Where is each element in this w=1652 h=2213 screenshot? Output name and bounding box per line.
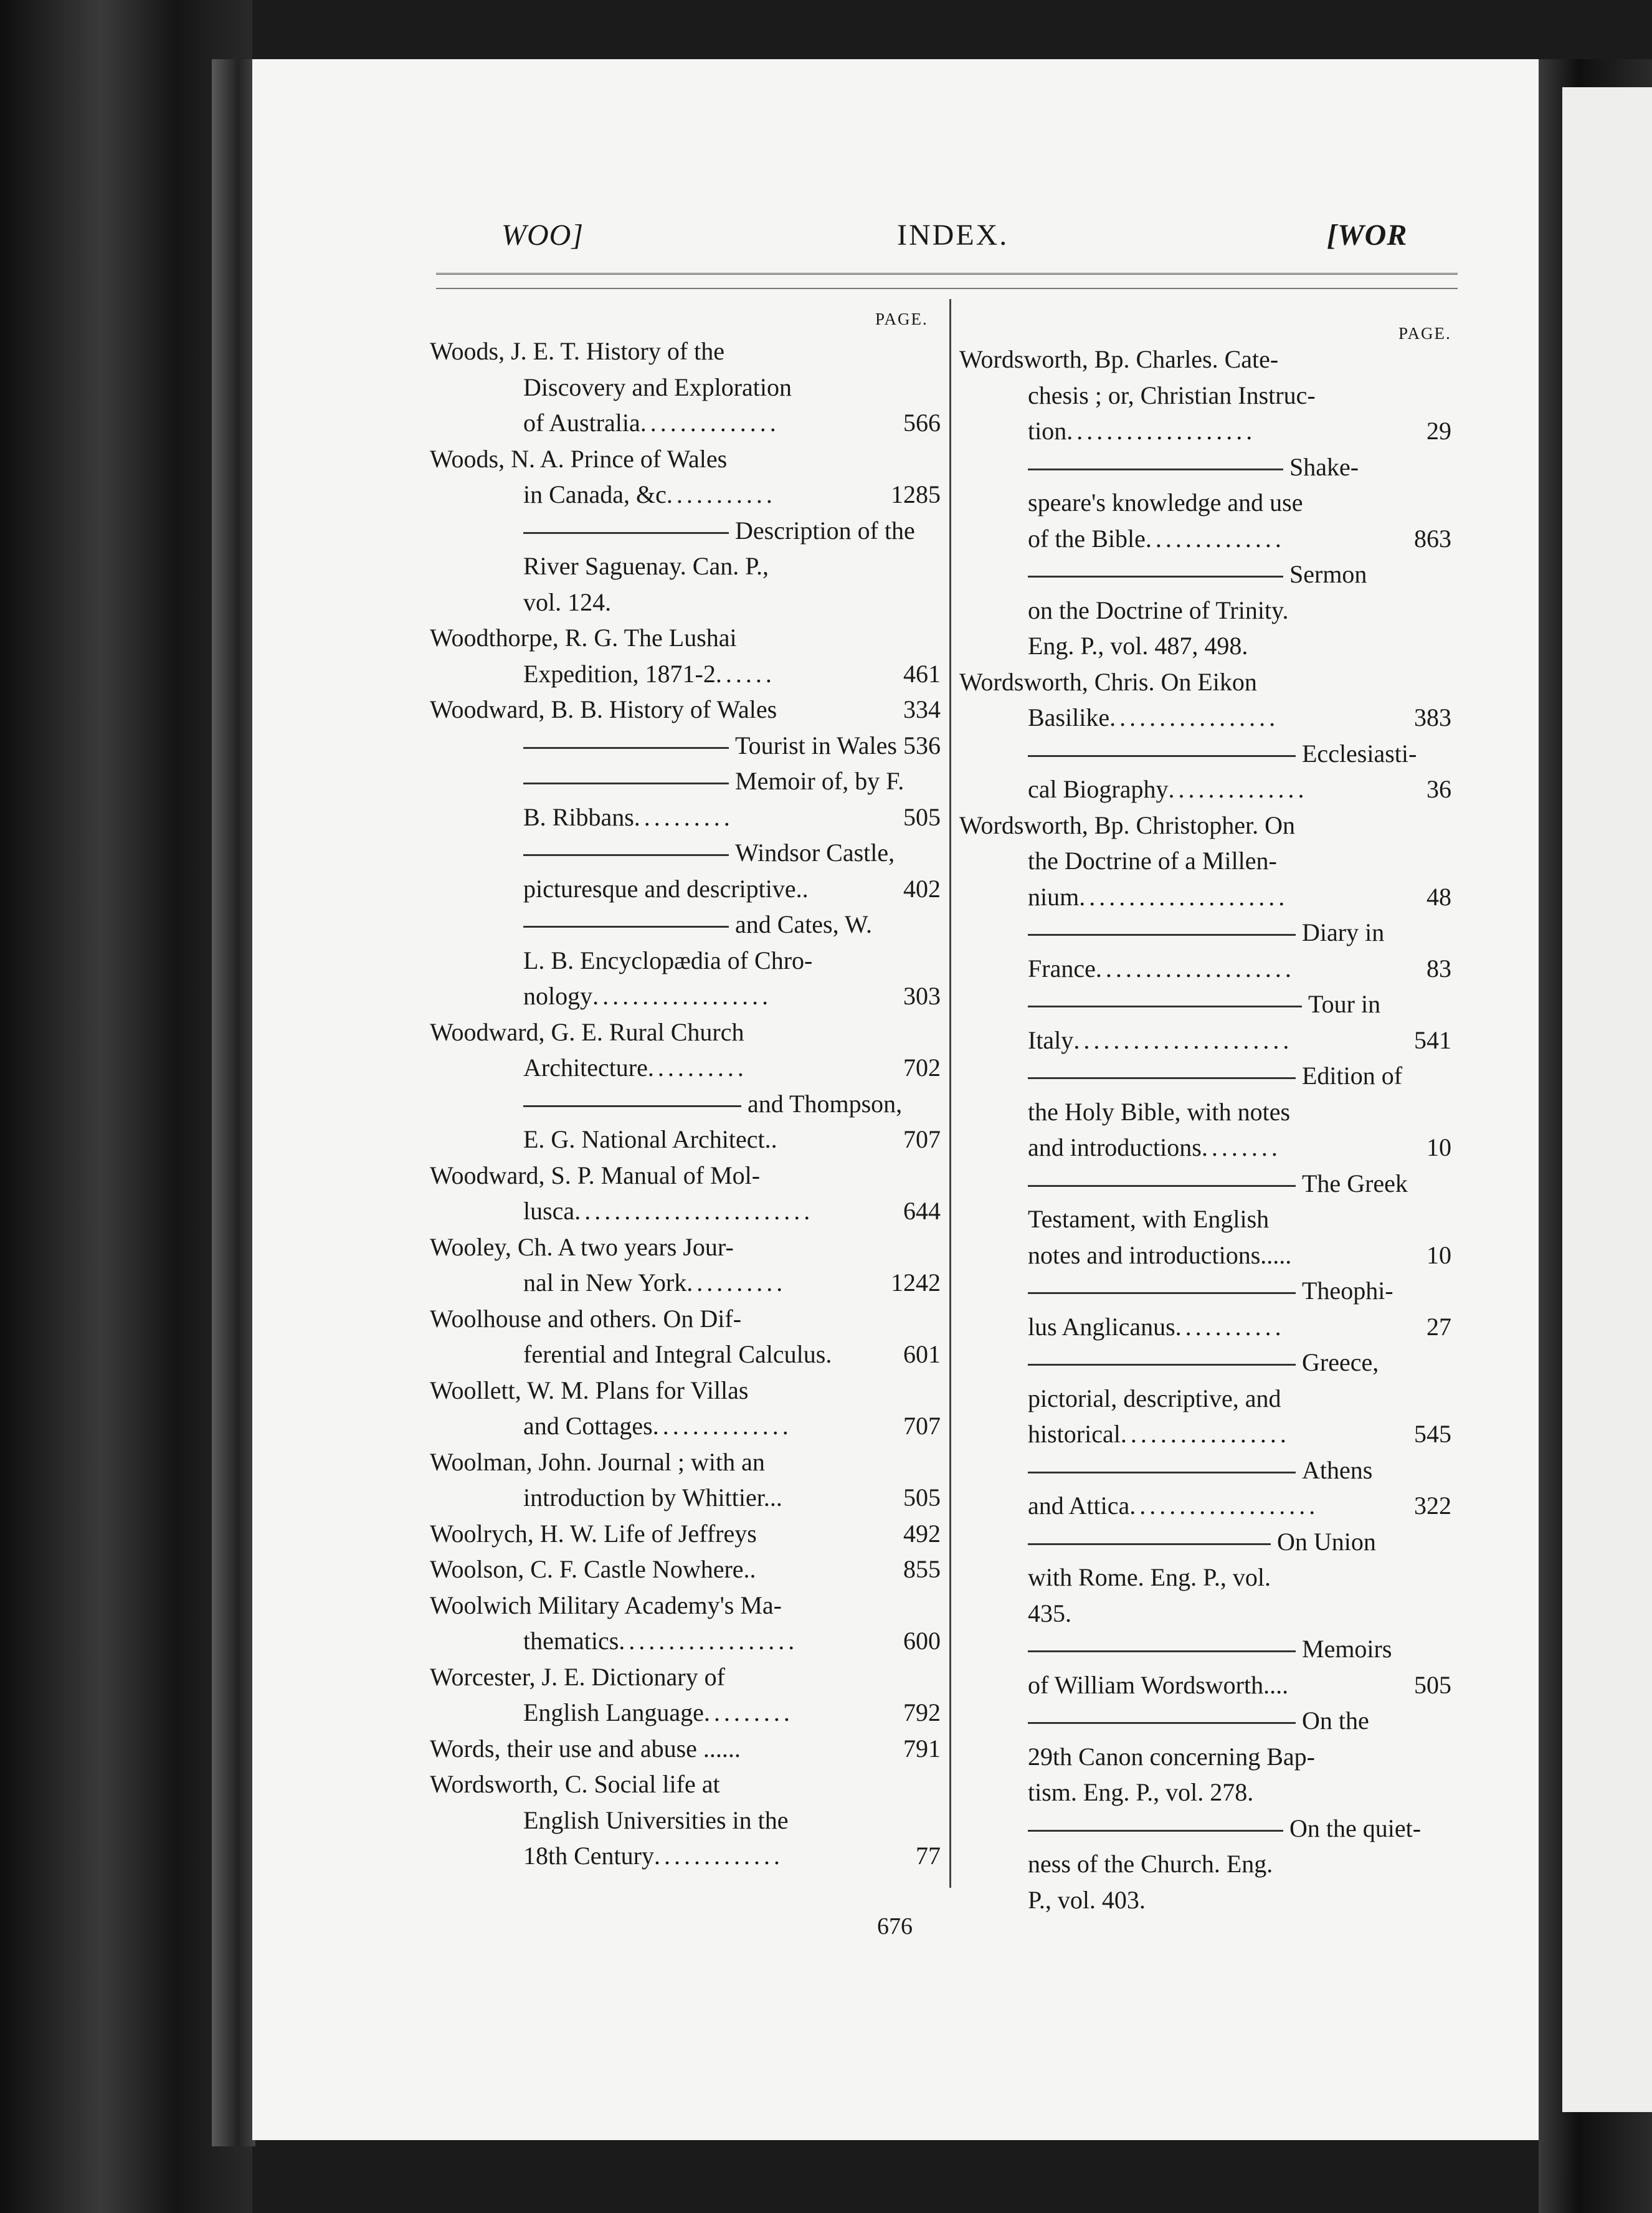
index-text: Woodward, S. P. Manual of Mol- xyxy=(430,1161,761,1189)
index-line xyxy=(399,1695,941,1731)
index-line xyxy=(399,799,941,835)
page-reference: 334 xyxy=(903,695,941,723)
index-text: Description of the xyxy=(735,516,915,545)
page-reference: 545 xyxy=(1414,1420,1451,1448)
index-entry xyxy=(399,1731,947,1767)
leader-dots: ................. xyxy=(1109,703,1279,731)
leader-dots: .......... xyxy=(634,802,734,831)
index-line xyxy=(399,656,941,692)
index-entry xyxy=(399,1551,947,1587)
ditto-dash xyxy=(523,747,729,749)
index-text: the Doctrine of a Millen- xyxy=(1028,847,1277,875)
index-line xyxy=(399,513,915,549)
index-text: and Thompson, xyxy=(748,1089,903,1118)
page-reference: 702 xyxy=(903,1054,941,1082)
index-line xyxy=(947,1452,1373,1488)
index-text: historical xyxy=(1028,1420,1121,1448)
index-entry xyxy=(399,1659,947,1731)
ditto-dash xyxy=(1028,1185,1296,1187)
index-text: chesis ; or, Christian Instruc- xyxy=(1028,381,1316,409)
index-text: France xyxy=(1028,954,1096,983)
page-reference: 505 xyxy=(1414,1670,1451,1699)
index-entry xyxy=(399,1301,947,1373)
book-spine xyxy=(212,59,255,2146)
index-text: L. B. Encyclopædia of Chro- xyxy=(523,946,813,974)
index-line xyxy=(399,1121,941,1158)
index-line xyxy=(399,477,941,513)
index-text: Tour in xyxy=(1308,990,1381,1018)
index-line xyxy=(399,405,941,441)
ditto-dash xyxy=(1028,1077,1296,1079)
index-line xyxy=(399,1229,847,1265)
index-line xyxy=(399,728,941,764)
index-line xyxy=(947,1703,1369,1739)
index-text: Woolrych, H. W. Life of Jeffreys xyxy=(430,1519,757,1548)
index-text: Wordsworth, Bp. Charles. Cate- xyxy=(959,345,1279,373)
index-line xyxy=(947,1201,1364,1237)
index-line xyxy=(399,1050,941,1086)
index-text: Woodward, G. E. Rural Church xyxy=(430,1017,744,1046)
index-line xyxy=(399,620,847,656)
index-line xyxy=(399,763,904,799)
index-line xyxy=(399,1336,941,1373)
index-column-left xyxy=(399,333,947,1874)
index-entry xyxy=(399,692,947,1014)
index-entry xyxy=(399,1444,947,1516)
page-reference: 1242 xyxy=(891,1268,941,1297)
index-line xyxy=(947,1596,1364,1632)
index-text: introduction by Whittier... xyxy=(523,1483,782,1511)
index-text: Wooley, Ch. A two years Jour- xyxy=(430,1232,734,1261)
ditto-dash xyxy=(1028,1292,1296,1294)
page-reference: 10 xyxy=(1427,1240,1451,1269)
index-text: English Universities in the xyxy=(523,1806,789,1834)
index-text: Tourist in Wales xyxy=(735,731,897,759)
index-text: P., vol. 403. xyxy=(1028,1885,1146,1914)
index-line xyxy=(399,548,847,584)
index-entry xyxy=(947,664,1451,807)
index-text: pictorial, descriptive, and xyxy=(1028,1384,1281,1412)
page-reference: 600 xyxy=(903,1627,941,1655)
page-column-heading-left: PAGE. xyxy=(875,310,928,328)
index-line xyxy=(947,1811,1422,1847)
index-line xyxy=(399,369,847,406)
index-line xyxy=(399,1014,847,1050)
page-reference: 505 xyxy=(903,802,941,831)
index-text: Woodward, B. B. History of Wales xyxy=(430,695,777,723)
index-text: picturesque and descriptive.. xyxy=(523,874,809,903)
index-text: Italy xyxy=(1028,1026,1074,1054)
index-text: vol. 124. xyxy=(523,588,612,616)
leader-dots: .............. xyxy=(640,409,780,437)
page-reference: 855 xyxy=(903,1555,941,1583)
leader-dots: .................. xyxy=(619,1627,799,1655)
index-line xyxy=(399,1587,847,1624)
index-text: Wordsworth, Bp. Christopher. On xyxy=(959,811,1295,839)
index-text: Theophi- xyxy=(1302,1277,1393,1305)
index-text: Greece, xyxy=(1302,1348,1379,1376)
index-text: nology xyxy=(523,982,593,1010)
leader-dots: ........................ xyxy=(574,1197,814,1225)
index-line xyxy=(947,1631,1392,1667)
leader-dots: .................... xyxy=(1095,954,1295,983)
index-text: Discovery and Exploration xyxy=(523,373,792,401)
index-text: Memoirs xyxy=(1302,1635,1392,1663)
index-text: 18th Century xyxy=(523,1842,654,1870)
index-text: E. G. National Architect.. xyxy=(523,1125,777,1153)
index-text: and Cottages xyxy=(523,1412,653,1440)
index-text: English Language xyxy=(523,1698,704,1726)
index-line xyxy=(947,1559,1364,1596)
adjacent-page-edge xyxy=(1562,87,1652,2112)
index-line xyxy=(947,628,1364,664)
index-line xyxy=(947,807,1364,844)
index-line xyxy=(947,843,1364,879)
page-reference: 402 xyxy=(903,874,941,903)
index-line xyxy=(947,986,1381,1022)
index-line xyxy=(947,771,1451,807)
page-reference: 10 xyxy=(1427,1133,1451,1161)
index-line xyxy=(947,1381,1364,1417)
index-text: and Attica xyxy=(1028,1492,1130,1520)
page-reference: 791 xyxy=(903,1734,941,1763)
index-text: thematics xyxy=(523,1627,619,1655)
index-line xyxy=(399,1480,941,1516)
running-head-title: INDEX. xyxy=(897,219,1009,252)
page-reference: 36 xyxy=(1427,775,1451,803)
page-reference: 48 xyxy=(1427,882,1451,911)
index-text: Wordsworth, C. Social life at xyxy=(430,1770,720,1798)
index-text: notes and introductions..... xyxy=(1028,1240,1292,1269)
index-line xyxy=(399,1265,941,1301)
running-head-left: WOO] xyxy=(501,219,584,252)
page-reference: 792 xyxy=(903,1698,941,1726)
index-line xyxy=(947,413,1451,449)
index-entry xyxy=(399,1373,947,1444)
index-line xyxy=(399,1408,941,1444)
leader-dots: ................... xyxy=(1066,417,1256,445)
ditto-dash xyxy=(1028,755,1296,757)
page-reference: 29 xyxy=(1427,417,1451,445)
index-text: nal in New York xyxy=(523,1268,687,1297)
page-reference: 644 xyxy=(903,1197,941,1225)
ditto-dash xyxy=(1028,1006,1302,1007)
index-line xyxy=(399,871,941,907)
index-text: and introductions xyxy=(1028,1133,1202,1161)
index-line xyxy=(947,951,1451,987)
ditto-dash xyxy=(1028,1722,1296,1724)
index-line xyxy=(399,333,847,369)
ditto-dash xyxy=(1028,1650,1296,1652)
leader-dots: ........... xyxy=(666,480,776,508)
index-entry xyxy=(947,807,1451,1918)
leader-dots: ...................... xyxy=(1073,1026,1293,1054)
page-reference: 303 xyxy=(903,982,941,1010)
index-line xyxy=(947,1882,1364,1918)
index-line xyxy=(947,1524,1376,1560)
index-text: Worcester, J. E. Dictionary of xyxy=(430,1662,725,1691)
index-text: Shake- xyxy=(1289,452,1359,481)
index-text: Woolwich Military Academy's Ma- xyxy=(430,1591,782,1619)
ditto-dash xyxy=(1028,934,1296,936)
index-entry xyxy=(947,341,1451,664)
index-line xyxy=(399,943,847,979)
page-reference: 461 xyxy=(903,659,941,688)
index-line xyxy=(947,1739,1364,1775)
index-entry xyxy=(399,1014,947,1158)
index-text: Woodthorpe, R. G. The Lushai xyxy=(430,624,737,652)
index-text: the Holy Bible, with notes xyxy=(1028,1097,1291,1126)
index-text: Woods, J. E. T. History of the xyxy=(430,337,725,365)
index-line xyxy=(947,1416,1451,1452)
index-text: Woolson, C. F. Castle Nowhere.. xyxy=(430,1555,756,1583)
index-line xyxy=(947,879,1451,915)
page-reference: 601 xyxy=(903,1340,941,1368)
index-entry xyxy=(399,1516,947,1552)
index-text: On Union xyxy=(1277,1527,1376,1556)
index-line xyxy=(947,736,1417,772)
leader-dots: .................. xyxy=(592,982,772,1010)
leader-dots: ........ xyxy=(1201,1133,1281,1161)
index-text: on the Doctrine of Trinity. xyxy=(1028,596,1289,624)
index-line xyxy=(399,1623,941,1659)
ditto-dash xyxy=(523,1105,741,1107)
index-line xyxy=(947,556,1367,593)
index-line xyxy=(399,1551,941,1587)
index-text: and Cates, W. xyxy=(735,910,872,938)
index-line xyxy=(399,1301,847,1337)
index-line xyxy=(399,978,941,1014)
ditto-dash xyxy=(1028,1472,1296,1473)
index-line xyxy=(947,378,1364,414)
index-line xyxy=(399,835,895,871)
index-text: Architecture xyxy=(523,1054,648,1082)
index-line xyxy=(947,449,1364,485)
page-reference: 77 xyxy=(916,1842,941,1870)
index-text: lus Anglicanus xyxy=(1028,1312,1175,1341)
index-line xyxy=(399,1731,941,1767)
index-text: B. Ribbans xyxy=(523,802,634,831)
leader-dots: ................. xyxy=(1120,1420,1290,1448)
index-line xyxy=(947,1166,1408,1202)
index-entry xyxy=(399,333,947,441)
ditto-dash xyxy=(523,854,729,856)
leader-dots: ..................... xyxy=(1079,882,1289,911)
index-line xyxy=(947,1237,1451,1273)
leader-dots: .............. xyxy=(1168,775,1308,803)
index-text: 29th Canon concerning Bap- xyxy=(1028,1742,1315,1771)
index-entry xyxy=(399,620,947,692)
index-line xyxy=(947,1344,1379,1381)
index-text: Ecclesiasti- xyxy=(1302,739,1417,768)
index-line xyxy=(947,485,1364,521)
index-text: Woolhouse and others. On Dif- xyxy=(430,1304,742,1333)
leader-dots: .......... xyxy=(647,1054,748,1082)
ditto-dash xyxy=(1028,1543,1271,1545)
page-number: 676 xyxy=(877,1913,913,1939)
index-text: Woolman, John. Journal ; with an xyxy=(430,1447,765,1476)
ditto-dash xyxy=(1028,1830,1283,1832)
ditto-dash xyxy=(523,783,729,784)
page-reference: 536 xyxy=(903,731,941,759)
index-text: Words, their use and abuse ...... xyxy=(430,1734,741,1763)
index-text: Windsor Castle, xyxy=(735,839,895,867)
leader-dots: .............. xyxy=(652,1412,792,1440)
index-line xyxy=(399,1516,941,1552)
index-text: Basilike xyxy=(1028,703,1110,731)
index-line xyxy=(947,1094,1364,1130)
page-reference: 863 xyxy=(1414,524,1451,553)
index-entry xyxy=(399,441,947,621)
index-line xyxy=(947,1309,1451,1345)
index-line xyxy=(399,907,872,943)
index-line xyxy=(399,1086,903,1122)
page-reference: 322 xyxy=(1414,1492,1451,1520)
index-text: On the quiet- xyxy=(1289,1814,1422,1842)
ditto-dash xyxy=(1028,1364,1296,1366)
running-head-right: [WOR xyxy=(1327,219,1408,252)
index-line xyxy=(947,700,1451,736)
page-reference: 707 xyxy=(903,1125,941,1153)
index-text: ferential and Integral Calculus. xyxy=(523,1340,832,1368)
index-text: On the xyxy=(1302,1706,1369,1735)
leader-dots: ............. xyxy=(653,1842,784,1870)
index-line xyxy=(947,664,1364,700)
index-line xyxy=(947,593,1364,629)
header-rule-thin xyxy=(436,288,1458,289)
index-line xyxy=(947,915,1385,951)
index-text: Woods, N. A. Prince of Wales xyxy=(430,444,728,473)
page-reference: 27 xyxy=(1427,1312,1451,1341)
index-line xyxy=(947,1488,1451,1524)
page-reference: 505 xyxy=(903,1483,941,1511)
ditto-dash xyxy=(523,532,729,534)
index-line xyxy=(947,1273,1393,1309)
index-line xyxy=(399,1193,941,1229)
index-text: Sermon xyxy=(1289,560,1367,588)
leader-dots: ........... xyxy=(1175,1312,1285,1341)
index-line xyxy=(947,1667,1451,1703)
index-line xyxy=(947,1022,1451,1059)
index-line xyxy=(399,584,847,621)
index-text: nium xyxy=(1028,882,1080,911)
index-text: tion xyxy=(1028,417,1067,445)
page-reference: 566 xyxy=(903,409,941,437)
page-reference: 541 xyxy=(1414,1026,1451,1054)
index-text: ness of the Church. Eng. xyxy=(1028,1850,1273,1878)
index-text: Wordsworth, Chris. On Eikon xyxy=(959,667,1257,696)
index-text: of William Wordsworth.... xyxy=(1028,1670,1289,1699)
index-text: The Greek xyxy=(1302,1169,1408,1197)
index-entry xyxy=(399,1229,947,1301)
ditto-dash xyxy=(523,926,729,928)
leader-dots: .............. xyxy=(1145,524,1285,553)
index-text: Woollett, W. M. Plans for Villas xyxy=(430,1376,749,1404)
index-text: with Rome. Eng. P., vol. xyxy=(1028,1563,1271,1591)
leader-dots: ................... xyxy=(1129,1492,1319,1520)
index-text: lusca xyxy=(523,1197,575,1225)
index-text: in Canada, &c xyxy=(523,480,667,508)
page-reference: 492 xyxy=(903,1519,941,1548)
header-rule xyxy=(436,273,1458,275)
index-text: tism. Eng. P., vol. 278. xyxy=(1028,1778,1254,1806)
index-line xyxy=(947,1846,1364,1882)
index-line xyxy=(399,441,847,477)
page-reference: 1285 xyxy=(891,480,941,508)
index-text: Eng. P., vol. 487, 498. xyxy=(1028,632,1248,660)
page-reference: 83 xyxy=(1427,954,1451,983)
index-line xyxy=(947,1774,1364,1811)
index-column-right xyxy=(947,341,1451,1918)
index-entry xyxy=(399,1766,947,1874)
index-line xyxy=(399,1766,847,1802)
index-text: speare's knowledge and use xyxy=(1028,488,1303,516)
index-line xyxy=(947,521,1451,557)
index-text: cal Biography xyxy=(1028,775,1169,803)
index-text: Diary in xyxy=(1302,918,1385,946)
index-text: River Saguenay. Can. P., xyxy=(523,552,769,580)
index-line xyxy=(399,692,941,728)
index-text: of Australia xyxy=(523,409,640,437)
index-line xyxy=(399,1659,847,1695)
index-text: Testament, with English xyxy=(1028,1205,1270,1233)
leader-dots: ...... xyxy=(715,659,776,688)
index-text: of the Bible xyxy=(1028,524,1146,553)
index-line xyxy=(399,1373,847,1409)
index-line xyxy=(947,341,1364,378)
index-line xyxy=(399,1802,847,1839)
index-line xyxy=(399,1444,847,1480)
index-entry xyxy=(399,1158,947,1229)
leader-dots: ......... xyxy=(703,1698,794,1726)
index-text: Expedition, 1871-2 xyxy=(523,659,716,688)
index-line xyxy=(947,1058,1403,1094)
page-reference: 383 xyxy=(1414,703,1451,731)
index-text: Memoir of, by F. xyxy=(735,767,904,795)
leader-dots: .......... xyxy=(686,1268,787,1297)
index-line xyxy=(399,1838,941,1874)
index-text: 435. xyxy=(1028,1599,1071,1627)
index-text: Athens xyxy=(1302,1455,1373,1484)
index-line xyxy=(947,1130,1451,1166)
index-entry xyxy=(399,1587,947,1659)
index-line xyxy=(399,1158,847,1194)
index-text: Edition of xyxy=(1302,1062,1403,1090)
page-reference: 707 xyxy=(903,1412,941,1440)
page-column-heading-right: PAGE. xyxy=(1398,324,1451,343)
ditto-dash xyxy=(1028,576,1283,578)
ditto-dash xyxy=(1028,469,1283,470)
